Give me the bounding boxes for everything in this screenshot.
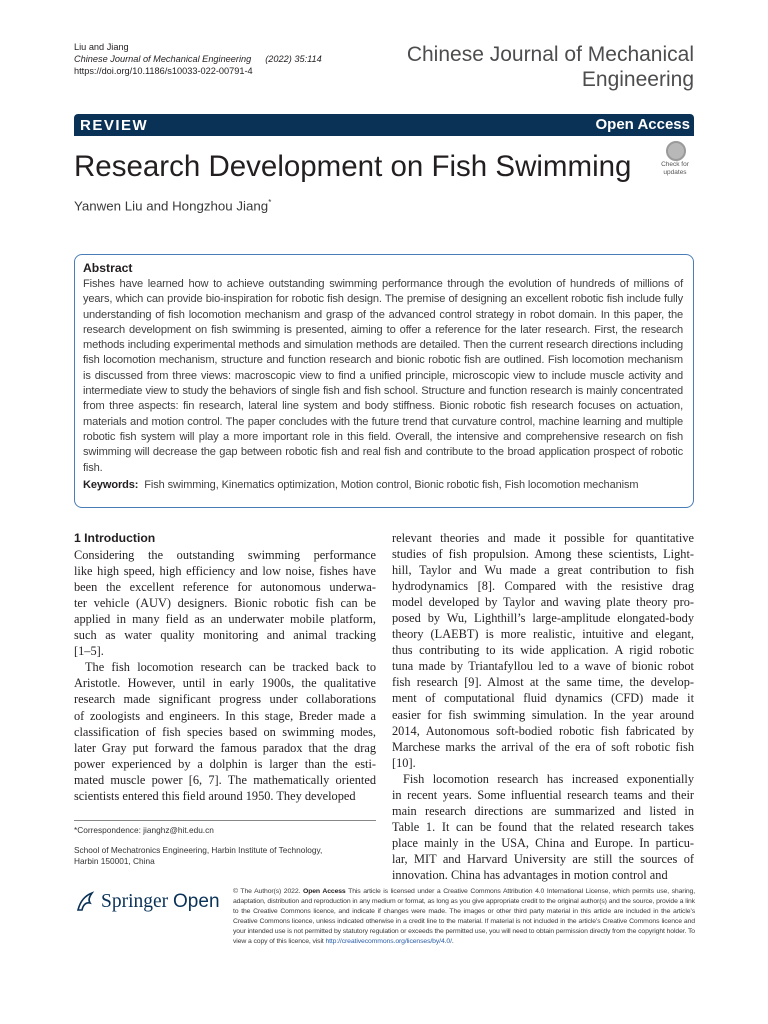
volume: (2022) 35:114 — [265, 54, 322, 64]
body-text-line: such as water quality monitoring and animal tracking — [74, 628, 376, 643]
body-text-line: [10]. — [392, 755, 416, 770]
page-title: Research Development on Fish Swimming — [74, 150, 632, 183]
body-text-line: studies of fish propulsion. Among these scientists, Light- — [392, 547, 694, 562]
body-text-line: scientists entered this field around 1950. They developed — [74, 788, 356, 803]
correspondence-note — [74, 820, 376, 867]
body-text-line: The fish locomotion research can be tracked back to — [85, 660, 376, 675]
body-text-line: theory (LAEBT) is more realistic, intuitive and elegant, — [392, 627, 694, 642]
abstract-heading: Abstract — [83, 261, 133, 275]
body-text-line: relevant theories and made it possible for quantitative — [392, 531, 694, 545]
doi-link[interactable]: https://doi.org/10.1186/s10033-022-00791-4 — [74, 66, 253, 76]
journal-name: Chinese Journal of Mechanical Engineering — [406, 43, 694, 91]
license-text: © The Author(s) 2022. Open Access This article is licensed under a Creative Commons Attribution 4.0 International License, which permits use, sharing, adaptation, distribution and reproduction in any medium or format, as long as you give appropriate credit to the original author(s) and the source, provide a link to the Creative Commons licence, and indicate if changes were made. The images or other third party material in this article are included in the article’s Creative Commons licence, unless indicated otherwise in a credit line to the material. If material is not included in the article’s Creative Commons licence and your intended use is not permitted by statutory regulation or exceeds the permitted use, you will need to obtain permission directly from the copyright holder. To view a copy of this licence, visit http://creativecommons.org/licenses/by/4.0/. — [233, 888, 695, 945]
body-text-line: ter vehicle (AUV) designers. Bionic robotic fish can be — [74, 596, 376, 611]
article-type: REVIEW — [80, 117, 149, 134]
body-text-line: hydrodynamics [8]. Compared with the resistive drag — [392, 579, 694, 594]
check-for-updates-button[interactable]: Check for updates — [656, 141, 694, 180]
body-text-line: Table 1. It can be found that the related research takes — [392, 819, 694, 834]
body-text-line: innovation. China has advantages in motion control and — [392, 867, 668, 882]
springer-open-logo: Springer Open — [74, 888, 224, 918]
body-text-line: model developed by Taylor and waving plate theory pro- — [392, 595, 694, 610]
body-text-line: easier for fish swimming simulation. In the year around — [392, 707, 694, 722]
abstract-box — [74, 254, 694, 508]
license-link[interactable]: http://creativecommons.org/licenses/by/4.0/ — [325, 937, 452, 945]
article-type-banner — [74, 114, 694, 136]
body-text-line: lar, MIT and Harvard University are still the sources of — [392, 851, 694, 866]
body-text-line: hill, Taylor and Wu made a great contribution to fish — [392, 563, 694, 578]
body-text-line: ment of computational fluid dynamics (CFD) made it — [392, 691, 694, 706]
body-text-line: main research directions are summarized and listed in — [392, 803, 694, 818]
springer-horse-icon — [74, 890, 98, 914]
journal-italic: Chinese Journal of Mechanical Engineering — [74, 54, 252, 64]
keywords: Keywords: Fish swimming, Kinematics optimization, Motion control, Bionic robotic fish, Fish locomotion mechanism — [83, 478, 639, 491]
body-column-right — [392, 530, 694, 883]
body-text-line: mated muscle power [6, 7]. The mathematically oriented — [74, 772, 376, 787]
body-text-line: place mainly in the USA, China and Europe. In particu- — [392, 835, 694, 850]
body-text-line: classification of fish species based on swimming modes, — [74, 724, 376, 739]
body-text-line: thus contributing to its wide application. A rigid robotic — [392, 643, 694, 658]
author-list: Yanwen Liu and Hongzhou Jiang* — [74, 198, 272, 214]
body-text-line: tuna made by Triantafyllou led to a wave of bionic robot — [392, 659, 694, 674]
body-text-line: posed by Wu, Lighthill’s large-amplitude elongated-body — [392, 611, 694, 626]
abstract-text: Fishes have learned how to achieve outstanding swimming performance through the evolution of hundreds of millions of years, which can provide bio-inspiration for robotic fish design. The premise of designing an excellent robotic fish include fully understanding of fish locomotion mechanism and grasp of the advanced control strategy in robot domain. In this paper, the research development on fish swimming is presented, aiming to offer a reference for the later research. First, the research methods including experimental methods and simulation methods are detailed. Then the current research directions including fish locomotion mechanism, structure and function research and bionic robotic fish are outlined. Fish locomotion mechanism is discussed from three views: macroscopic view to find a unified principle, microscopic view to include muscle activity and intermediate view to study the behaviors of single fish and fish school. Structure and function research is mainly concentrated from three aspects: fin research, lateral line system and body stiffness. Bionic robotic fish research focuses on actuation, materials and motion control. The paper concludes with the future trend that curvature control, machine learning and multiple robotic fish system will play a more important role in this field. Overall, the intensive and comprehensive research on fish swimming will decrease the gap between robotic fish and real fish and contribute to the broad application prospect of robotic fish. — [83, 278, 683, 474]
correspondence-email: *Correspondence: jianghz@hit.edu.cn — [74, 825, 214, 835]
body-text-line: of zoologists and engineers. In this stage, Breder made a — [74, 708, 376, 723]
body-text-line: Aristotle. However, until in early 1900s, the qualitative — [74, 676, 376, 691]
body-text-line: fish research [9]. Almost at the same time, the develop- — [392, 675, 694, 690]
body-text-line: applied in many field as an underwater mobile platform, — [74, 612, 376, 627]
body-text-line: 2014, Autonomous soft-bodied robotic fish fabricated by — [392, 723, 694, 738]
body-text-line: later Gray put forward the famous paradox that the drag — [74, 740, 376, 755]
check-updates-icon — [666, 141, 686, 161]
body-text-line: been the excellent reference for autonomous underwa- — [74, 580, 376, 595]
body-text-line: in recent years. Some influential research teams and their — [392, 787, 694, 802]
section-heading: 1 Introduction — [74, 531, 156, 545]
authors-short: Liu and Jiang — [74, 42, 129, 52]
article-meta — [74, 41, 322, 77]
open-access-label: Open Access — [595, 116, 690, 133]
body-text-line: research made significant progress under collaborations — [74, 692, 376, 707]
affiliation: School of Mechatronics Engineering, Harbin Institute of Technology, Harbin 150001, China — [74, 845, 323, 866]
body-text-line: Considering the outstanding swimming performance — [74, 548, 376, 563]
body-column-left — [74, 530, 376, 804]
body-text-line: power experienced by a dolphin is larger than the esti- — [74, 756, 376, 771]
body-text-line: Marchese marks the arrival of the era of soft robotic fish — [392, 739, 694, 754]
body-text-line: [1–5]. — [74, 644, 104, 659]
body-text-line: like high speed, high efficiency and low noise, fishes have — [74, 564, 376, 579]
body-text-line: Fish locomotion research has increased exponentially — [403, 771, 694, 786]
